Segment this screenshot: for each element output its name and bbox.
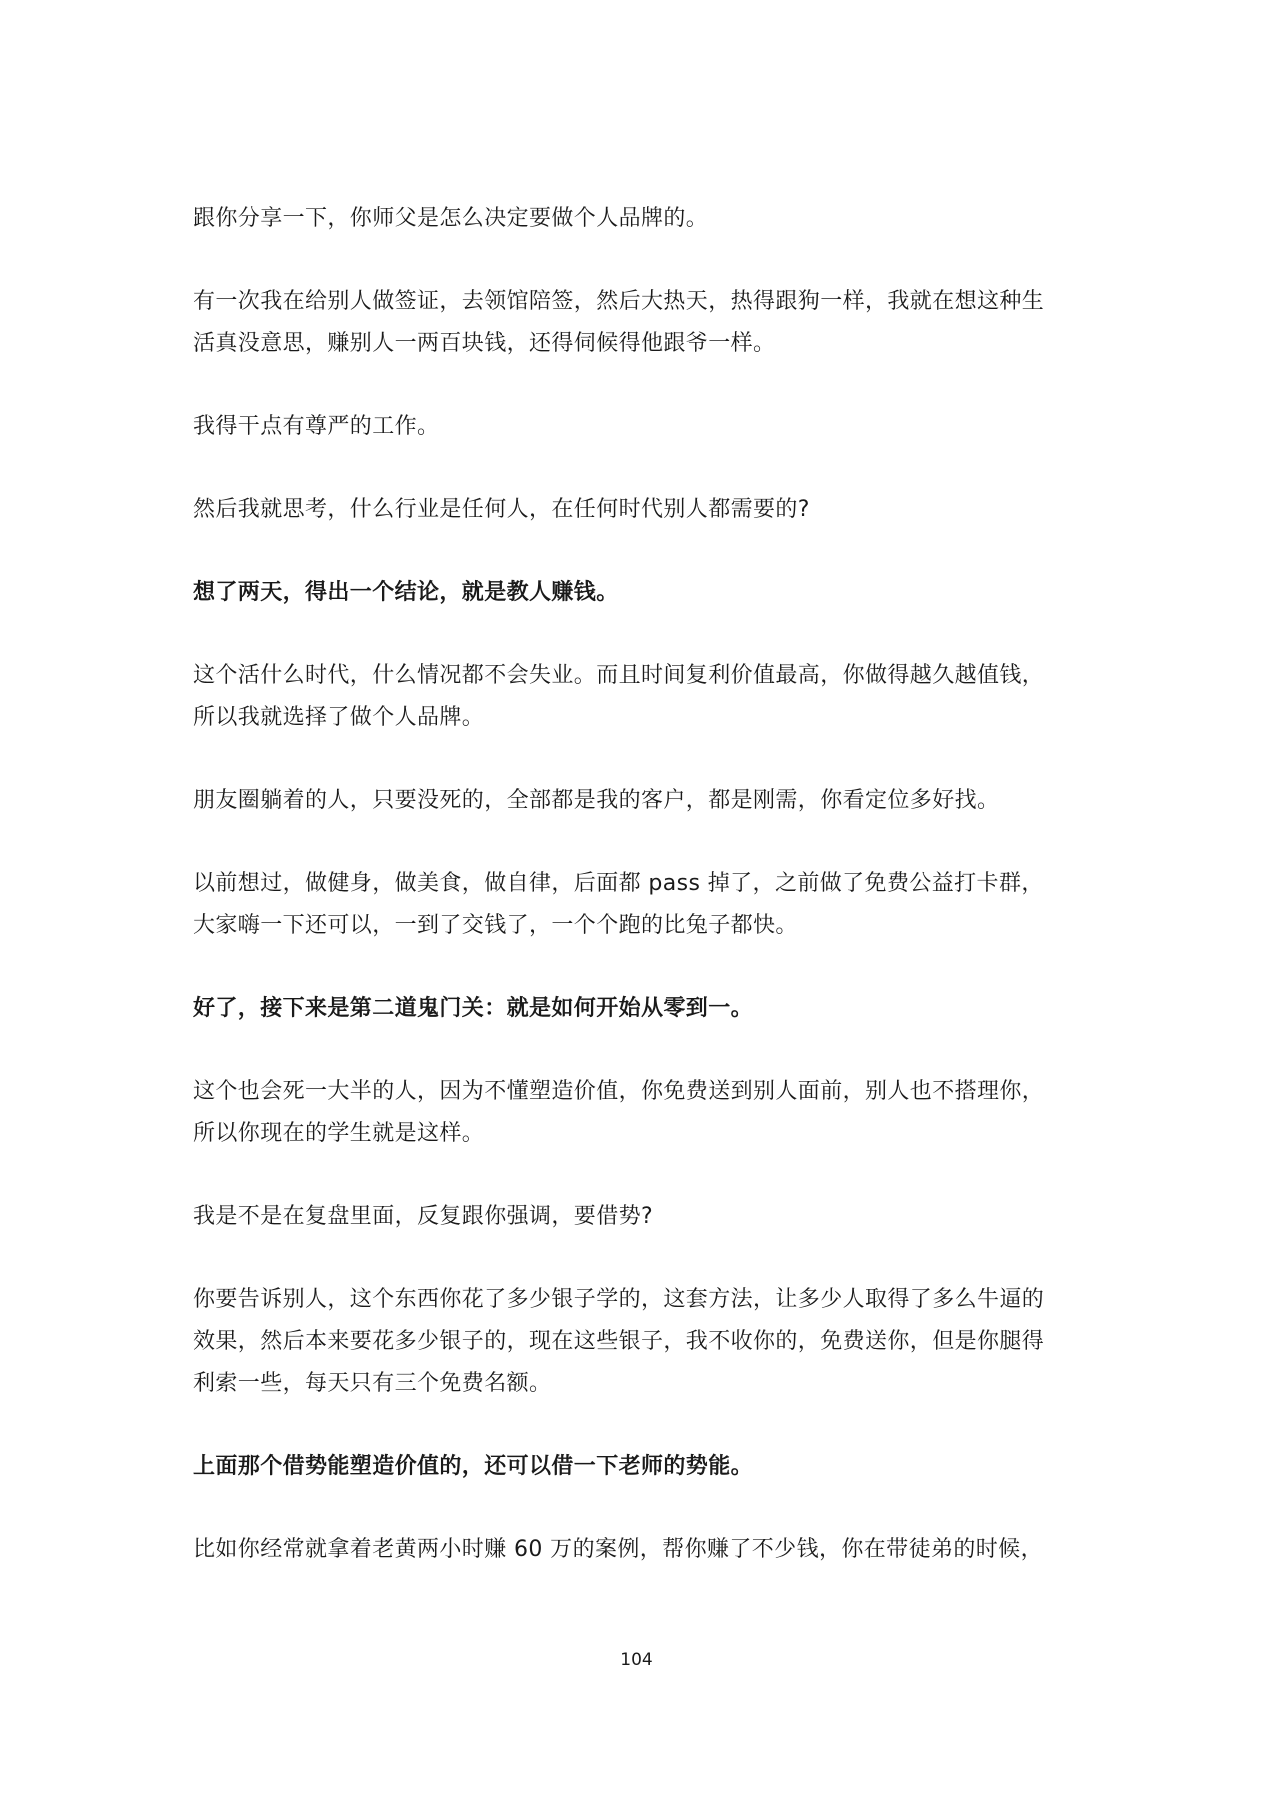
text-line: 我是不是在复盘里面，反复跟你强调，要借势? <box>193 1204 654 1229</box>
page-number: 104 <box>620 1650 653 1670</box>
text-line: 效果，然后本来要花多少银子的，现在这些银子，我不收你的，免费送你，但是你腿得 <box>193 1329 1045 1354</box>
text-line: 朋友圈躺着的人，只要没死的，全部都是我的客户，都是刚需，你看定位多好找。 <box>193 788 1000 813</box>
document-body <box>193 198 1093 1612</box>
bold-paragraph <box>193 1446 1093 1488</box>
paragraph <box>193 1071 1093 1155</box>
bold-paragraph <box>193 572 1093 614</box>
paragraph <box>193 281 1093 365</box>
text-line: 你要告诉别人，这个东西你花了多少银子学的，这套方法，让多少人取得了多么牛逼的 <box>193 1287 1045 1312</box>
text-line: 大家嗨一下还可以，一到了交钱了，一个个跑的比兔子都快。 <box>193 913 798 938</box>
paragraph <box>193 780 1093 822</box>
text-line: 这个也会死一大半的人，因为不懂塑造价值，你免费送到别人面前，别人也不搭理你， <box>193 1079 1045 1104</box>
text-line: 这个活什么时代，什么情况都不会失业。而且时间复利价值最高，你做得越久越值钱， <box>193 663 1045 688</box>
text-line: 然后我就思考，什么行业是任何人，在任何时代别人都需要的? <box>193 497 810 522</box>
text-line: 所以我就选择了做个人品牌。 <box>193 705 485 730</box>
text-line: 跟你分享一下，你师父是怎么决定要做个人品牌的。 <box>193 206 709 231</box>
bold-paragraph <box>193 988 1093 1030</box>
paragraph <box>193 1279 1093 1405</box>
text-line: 以前想过，做健身，做美食，做自律，后面都 pass 掉了，之前做了免费公益打卡群， <box>193 871 1044 896</box>
paragraph <box>193 863 1093 947</box>
text-line: 我得干点有尊严的工作。 <box>193 414 440 439</box>
paragraph <box>193 1529 1093 1571</box>
paragraph <box>193 489 1093 531</box>
paragraph <box>193 406 1093 448</box>
paragraph <box>193 198 1093 240</box>
text-line: 所以你现在的学生就是这样。 <box>193 1121 485 1146</box>
text-line: 想了两天，得出一个结论，就是教人赚钱。 <box>193 580 619 605</box>
text-line: 活真没意思，赚别人一两百块钱，还得伺候得他跟爷一样。 <box>193 331 776 356</box>
text-line: 上面那个借势能塑造价值的，还可以借一下老师的势能。 <box>193 1454 754 1479</box>
paragraph <box>193 1196 1093 1238</box>
text-line: 利索一些，每天只有三个免费名额。 <box>193 1371 552 1396</box>
text-line: 有一次我在给别人做签证，去领馆陪签，然后大热天，热得跟狗一样，我就在想这种生 <box>193 289 1045 314</box>
paragraph <box>193 655 1093 739</box>
text-line: 比如你经常就拿着老黄两小时赚 60 万的案例，帮你赚了不少钱，你在带徒弟的时候， <box>193 1537 1043 1562</box>
text-line: 好了，接下来是第二道鬼门关：就是如何开始从零到一。 <box>193 996 754 1021</box>
